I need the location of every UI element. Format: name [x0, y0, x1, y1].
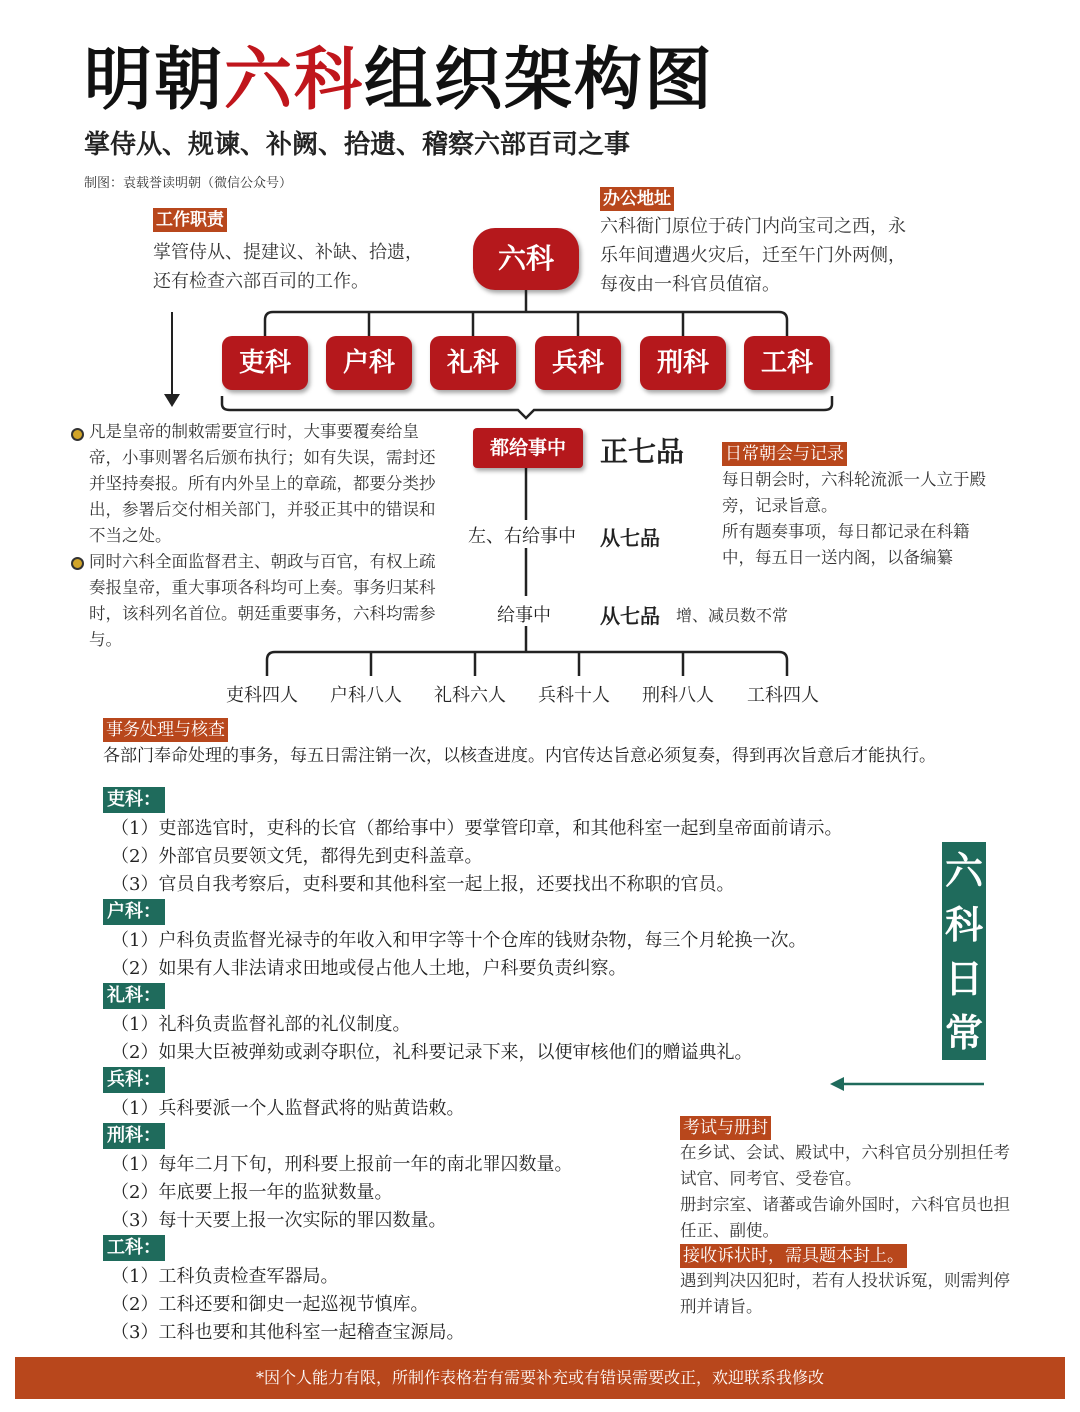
- bullet-icon: [71, 557, 84, 570]
- footer-note: *因个人能力有限，所制作表格若有需要补充或有错误需要改正，欢迎联系我修改: [15, 1357, 1065, 1399]
- dept-count: 兵科十人: [538, 685, 610, 706]
- petition-tag: 接收诉状时，需具题本封上。: [680, 1244, 907, 1268]
- section-item: （1）每年二月下旬，刑科要上报前一年的南北罪囚数量。: [111, 1154, 573, 1175]
- deputy-title: 左、右给事中: [468, 526, 576, 547]
- exam-text-2: 册封宗室、诸蕃或告谕外国时，六科官员也担任正、副使。: [680, 1195, 1010, 1240]
- section-item: （2）如果有人非法请求田地或侵占他人土地，户科要负责纠察。: [111, 958, 627, 979]
- page-subtitle: 掌侍从、规谏、补阙、拾遗、稽察六部百司之事: [84, 130, 631, 160]
- duties-tag: 工作职责: [153, 208, 227, 232]
- section-tag: 户科：: [103, 899, 165, 925]
- dept-count: 工科四人: [747, 685, 819, 706]
- section-item: （3）工科也要和其他科室一起稽查宝源局。: [111, 1322, 465, 1343]
- section-item: （2）如果大臣被弹劾或剥夺职位，礼科要记录下来，以便审核他们的赠谥典礼。: [111, 1042, 753, 1063]
- section-item: （1）吏部选官时，吏科的长官（都给事中）要掌管印章，和其他科室一起到皇帝面前请示。: [111, 818, 843, 839]
- daily-text-2: 所有题奏事项，每日都记录在科籍中，每五日一送内阁，以备编纂: [722, 522, 970, 567]
- daily-tag: 日常朝会与记录: [722, 442, 847, 466]
- note-text: 凡是皇帝的制敕需要宣行时，大事要覆奏给皇帝，小事则署名后颁布执行；如有失误，需封还并坚持奏报。所有内外呈上的章疏，都要分类抄出，参署后交付相关部门，并驳正其中的错误和不当之处。: [89, 422, 436, 545]
- section-tag: 吏科：: [103, 787, 165, 813]
- dept-node: 刑科: [640, 336, 726, 390]
- dept-node: 吏科: [222, 336, 308, 390]
- section-item: （3）每十天要上报一次实际的罪囚数量。: [111, 1210, 447, 1231]
- dept-node: 礼科: [430, 336, 516, 390]
- exam-text-1: 在乡试、会试、殿试中，六科官员分别担任考试官、同考官、受卷官。: [680, 1143, 1010, 1188]
- chief-node: 都给事中: [473, 428, 583, 468]
- dept-count: 吏科四人: [226, 685, 298, 706]
- section-item: （1）户科负责监督光禄寺的年收入和甲字等十个仓库的钱财杂物，每三个月轮换一次。: [111, 930, 807, 951]
- section-item: （1）工科负责检查军器局。: [111, 1266, 339, 1287]
- arrow-left-icon: [830, 1077, 844, 1091]
- section-item: （2）工科还要和御史一起巡视节慎库。: [111, 1294, 429, 1315]
- root-node: 六科: [473, 228, 579, 290]
- daily-text-1: 每日朝会时，六科轮流派一人立于殿旁，记录旨意。: [722, 470, 986, 515]
- section-tag: 刑科：: [103, 1123, 165, 1149]
- dept-node: 户科: [326, 336, 412, 390]
- bullet-icon: [71, 428, 84, 441]
- section-item: （3）官员自我考察后，吏科要和其他科室一起上报，还要找出不称职的官员。: [111, 874, 735, 895]
- section-tag: 兵科：: [103, 1067, 165, 1093]
- staff-note: 增、减员数不常: [676, 606, 789, 625]
- deputy-rank: 从七品: [600, 526, 660, 550]
- dept-node: 工科: [744, 336, 830, 390]
- process-tag: 事务处理与核查: [103, 718, 228, 742]
- chief-rank: 正七品: [600, 435, 685, 468]
- note-text: 同时六科全面监督君主、朝政与百官，有权上疏奏报皇帝，重大事项各科均可上奏。事务归某科时，该科列名首位。朝廷重要事务，六科均需参与。: [89, 552, 436, 649]
- office-tag: 办公地址: [600, 187, 674, 211]
- section-item: （2）年底要上报一年的监狱数量。: [111, 1182, 393, 1203]
- office-text: 六科衙门原位于砖门内尚宝司之西，永乐年间遭遇火灾后，迁至午门外两侧，每夜由一科官员值宿。: [600, 216, 906, 295]
- section-tag: 工科：: [103, 1235, 165, 1261]
- section-tag: 礼科：: [103, 983, 165, 1009]
- exam-tag: 考试与册封: [680, 1116, 771, 1140]
- dept-count: 刑科八人: [642, 685, 714, 706]
- dept-count: 户科八人: [330, 685, 402, 706]
- page-title: 明朝六科组织架构图: [84, 41, 715, 120]
- credit: 制图：袁载誉读明朝（微信公众号）: [84, 176, 293, 191]
- dept-count: 礼科六人: [434, 685, 506, 706]
- duties-text: 掌管侍从、提建议、补缺、拾遗，还有检查六部百司的工作。: [153, 242, 423, 292]
- dept-node: 兵科: [535, 336, 621, 390]
- side-label: 六 科 日 常: [942, 842, 986, 1060]
- process-text: 各部门奉命处理的事务，每五日需注销一次，以核查进度。内官传达旨意必须复奏，得到再次旨意后才能执行。: [103, 746, 936, 766]
- section-item: （1）礼科负责监督礼部的礼仪制度。: [111, 1014, 411, 1035]
- staff-title: 给事中: [497, 605, 551, 626]
- section-item: （2）外部官员要领文凭，都得先到吏科盖章。: [111, 846, 483, 867]
- petition-text: 遇到判决囚犯时，若有人投状诉冤，则需判停刑并请旨。: [680, 1271, 1010, 1316]
- staff-rank: 从七品: [600, 604, 660, 628]
- section-item: （1）兵科要派一个人监督武将的贴黄诰敕。: [111, 1098, 465, 1119]
